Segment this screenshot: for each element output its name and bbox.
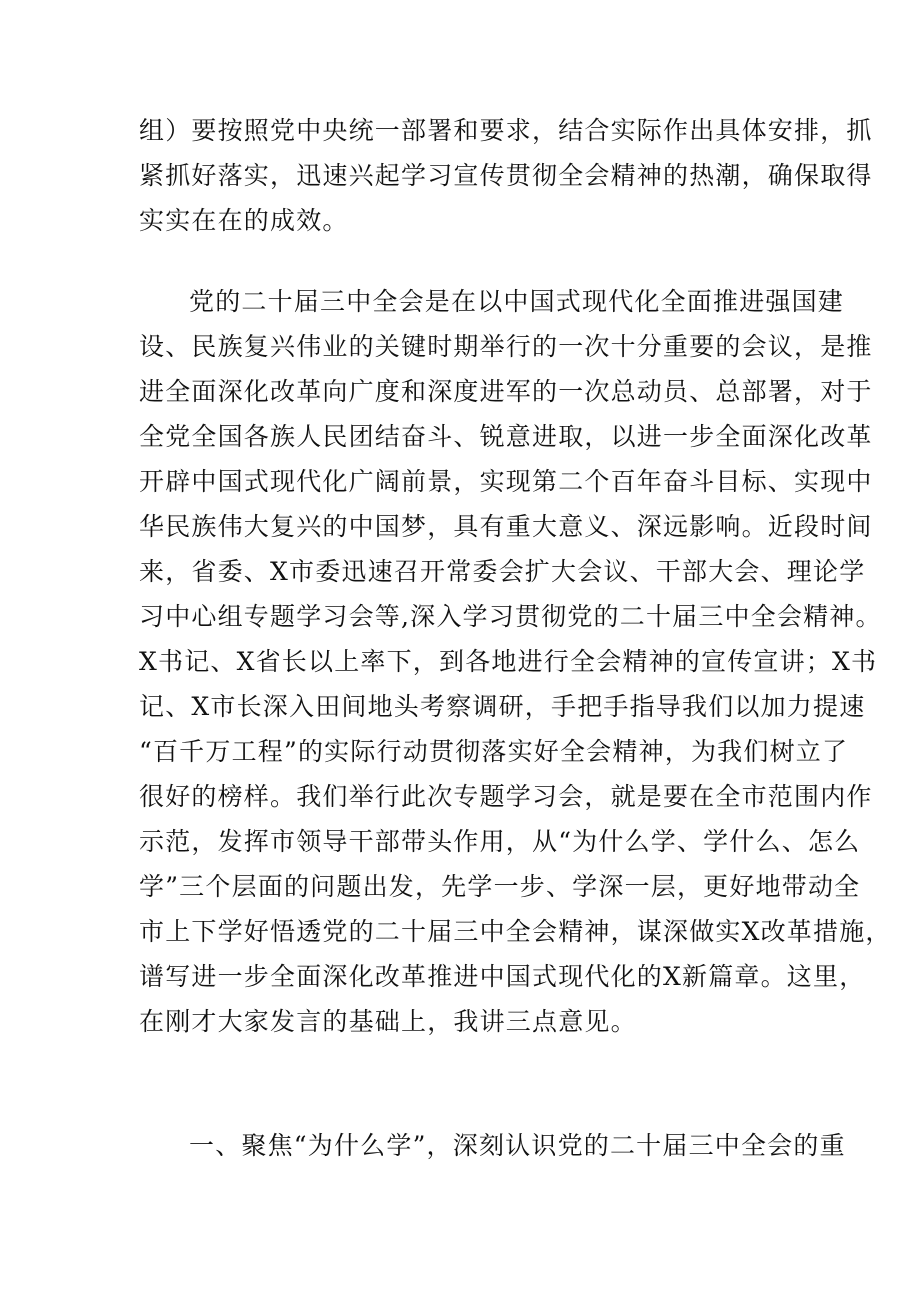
text-line: 开辟中国式现代化广阔前景，实现第二个百年奋斗目标、实现中	[139, 467, 873, 496]
section-heading-line: 一、聚焦“为什么学”，深刻认识党的二十届三中全会的重	[189, 1131, 846, 1160]
text-line: 全党全国各族人民团结奋斗、锐意进取，以进一步全面深化改革	[139, 422, 873, 451]
text-line: 华民族伟大复兴的中国梦，具有重大意义、深远影响。近段时间	[139, 512, 873, 541]
text-line: 学”三个层面的问题出发，先学一步、学深一层，更好地带动全	[139, 872, 861, 901]
text-line: 紧抓好落实，迅速兴起学习宣传贯彻全会精神的热潮，确保取得	[139, 161, 873, 190]
text-line: 实实在在的成效。	[139, 206, 349, 235]
section-heading-paragraph	[139, 1123, 846, 1168]
text-line: 党的二十届三中全会是在以中国式现代化全面推进强国建	[189, 287, 845, 316]
text-line: 谱写进一步全面深化改革推进中国式现代化的X新篇章。这里，	[139, 962, 866, 991]
paragraph-continuation	[139, 108, 873, 243]
text-line: X书记、X省长以上率下，到各地进行全会精神的宣传宣讲；X书	[139, 647, 878, 676]
text-line: 在刚才大家发言的基础上，我讲三点意见。	[139, 1007, 637, 1036]
text-line: 很好的榜样。我们举行此次专题学习会，就是要在全市范围内作	[139, 782, 873, 811]
text-line: 习中心组专题学习会等,深入学习贯彻党的二十届三中全会精神。	[139, 602, 882, 631]
text-line: “百千万工程”的实际行动贯彻落实好全会精神，为我们树立了	[139, 737, 849, 766]
text-line: 设、民族复兴伟业的关键时期举行的一次十分重要的会议，是推	[139, 332, 873, 361]
text-line: 组）要按照党中央统一部署和要求，结合实际作出具体安排，抓	[139, 116, 873, 145]
text-line: 示范，发挥市领导干部带头作用，从“为什么学、学什么、怎么	[139, 827, 861, 856]
text-line: 进全面深化改革向广度和深度进军的一次总动员、总部署，对于	[139, 377, 873, 406]
paragraph-main	[139, 279, 892, 1044]
text-line: 记、X市长深入田间地头考察调研，手把手指导我们以加力提速	[139, 692, 866, 721]
text-line: 来，省委、X市委迅速召开常委会扩大会议、干部大会、理论学	[139, 557, 866, 586]
text-line: 市上下学好悟透党的二十届三中全会精神，谋深做实X改革措施，	[139, 917, 892, 946]
